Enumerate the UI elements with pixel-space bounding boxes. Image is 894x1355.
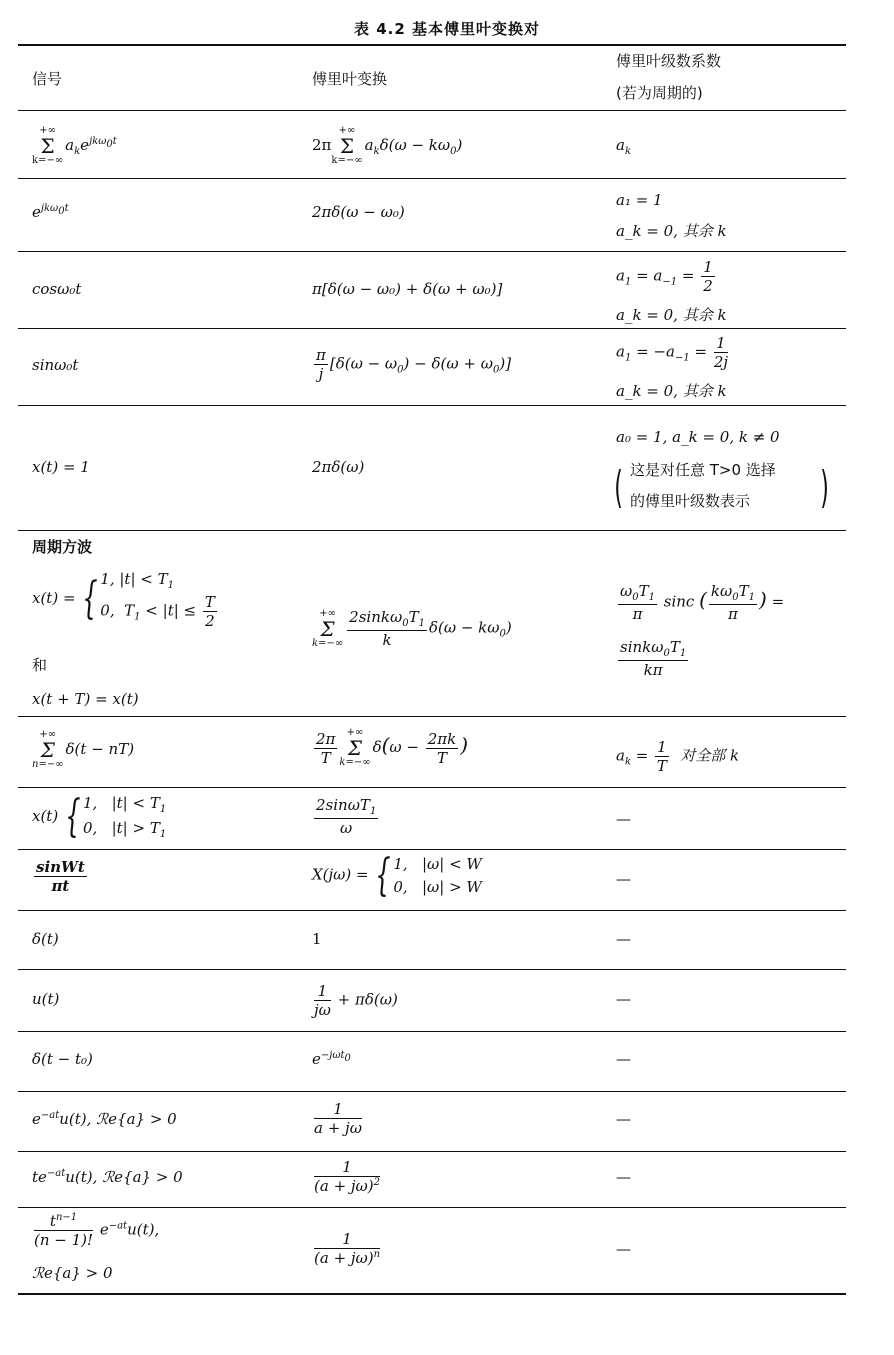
rule bbox=[18, 1151, 846, 1152]
paren-right: ) bbox=[820, 462, 829, 513]
rule bbox=[18, 969, 846, 970]
rule bbox=[18, 1091, 846, 1092]
row-signal: $e^{jk\omega_0t}$ bbox=[32, 203, 69, 221]
header-signal: 信号 bbox=[32, 70, 63, 88]
rule bbox=[18, 530, 846, 531]
row-series: a_k = 0, 其余 k bbox=[616, 382, 727, 400]
row-series: — bbox=[616, 810, 631, 828]
rule bbox=[18, 716, 846, 717]
row-signal: $te^{-at}u(t)$, ℛe{a} > 0 bbox=[32, 1168, 183, 1186]
row-series: $a_k$ bbox=[616, 136, 632, 157]
rule bbox=[18, 910, 846, 911]
row-signal-and: 和 bbox=[32, 656, 48, 674]
row-signal: u(t) bbox=[32, 990, 60, 1008]
row-series-note: 这是对任意 T>0 选择 bbox=[630, 461, 776, 479]
row-series: $a_k$ = $\frac{1}{T}$ 对全部 k bbox=[616, 738, 740, 775]
row-transform: 2πδ(ω − ω₀) bbox=[312, 203, 405, 221]
paren-left: ( bbox=[614, 462, 623, 513]
row-series: — bbox=[616, 1168, 631, 1186]
table-title: 表 4.2 基本傅里叶变换对 bbox=[353, 20, 541, 38]
row-transform: $\frac{2\pi}{T}$ +∞ Σ k=−∞δ(ω − $\frac{2\pi k}{T}$ ) bbox=[316, 727, 469, 768]
row-series: a_k = 0, 其余 k bbox=[616, 306, 727, 324]
header-transform: 傅里叶变换 bbox=[312, 70, 388, 88]
row-signal: cosω₀t bbox=[32, 280, 82, 298]
row-transform: $\frac{1}{(a + j\omega)^2}$ bbox=[314, 1158, 381, 1195]
row-signal: $\frac{\text{sinWt}}{\pi t}$ bbox=[36, 858, 85, 895]
row-signal: δ(t − t₀) bbox=[32, 1050, 93, 1068]
row-series: $\frac{\sin k\omega_0T_1}{k\pi}$ bbox=[620, 638, 687, 679]
row-signal: x(t) = 1 bbox=[32, 458, 90, 476]
rule bbox=[18, 849, 846, 850]
row-series-note: 的傅里叶级数表示 bbox=[630, 492, 751, 510]
row-transform: $\frac{1}{a + j\omega}$ bbox=[314, 1100, 362, 1137]
row-series: $a_1 = -a_{-1}$ = $\frac{1}{2j}$ bbox=[616, 334, 729, 371]
row-signal: +∞ Σ n=−∞δ(t − nT) bbox=[32, 729, 135, 770]
row-series: a₀ = 1, a_k = 0, k ≠ 0 bbox=[616, 428, 780, 446]
row-transform: X(jω) = { 1, |ω| < W 0, |ω| > W bbox=[312, 849, 482, 901]
row-transform: $\frac{\pi}{j}$ $[\delta(\omega - \omega_0) - \delta(\omega + \omega_0)]$ bbox=[316, 346, 512, 383]
row-signal: $e^{-at}u(t)$, ℛe{a} > 0 bbox=[32, 1110, 177, 1128]
row-signal: +∞ Σ $k=-\infty a_ke^{jk\omega_0t}$ bbox=[32, 125, 117, 166]
row-signal: x(t) = { 1, $|t| < T_1$ 0, $T_1 < |t|$ ≤ $\frac{T}{2}$ bbox=[32, 570, 215, 630]
row-signal: x(t) { 1, $|t| < T_1$ 0, $|t| > T_1$ bbox=[32, 791, 167, 842]
row-signal: δ(t) bbox=[32, 930, 59, 948]
row-transform: $e^{-j\omega t_0}$ bbox=[312, 1050, 351, 1068]
row-transform: +∞ Σ k=−∞ $\frac{2\sin k\omega_0T_1}{k}$ $\delta(\omega - k\omega_0)$ bbox=[312, 607, 512, 649]
rule bbox=[18, 1207, 846, 1208]
rule bbox=[18, 251, 846, 252]
row-series: a₁ = 1 bbox=[616, 191, 663, 209]
row-series: $a_1 = a_{-1}$ = $\frac{1}{2}$ bbox=[616, 258, 713, 295]
row-signal-label: 周期方波 bbox=[32, 538, 93, 556]
row-transform: 2πδ(ω) bbox=[312, 458, 365, 476]
row-series: a_k = 0, 其余 k bbox=[616, 222, 727, 240]
row-transform: 2π+∞ Σ $k=-\infty a_k\delta(\omega - k\omega_0)$ bbox=[312, 125, 463, 166]
row-signal: sinω₀t bbox=[32, 356, 79, 374]
row-signal: ℛe{a} > 0 bbox=[32, 1264, 113, 1282]
row-transform: π[δ(ω − ω₀) + δ(ω + ω₀)] bbox=[312, 280, 503, 298]
row-series: — bbox=[616, 1240, 631, 1258]
rule bbox=[18, 405, 846, 406]
header-series-note: (若为周期的) bbox=[616, 84, 703, 102]
row-series: — bbox=[616, 1050, 631, 1068]
row-series: — bbox=[616, 870, 631, 888]
rule bbox=[18, 1031, 846, 1032]
header-series: 傅里叶级数系数 bbox=[616, 52, 722, 70]
row-transform: $\frac{1}{j\omega}$ + πδ(ω) bbox=[314, 982, 398, 1019]
row-series: — bbox=[616, 990, 631, 1008]
rule-top bbox=[18, 44, 846, 46]
row-series: $\frac{\omega_0T_1}{\pi}$ sinc ( $\frac{k\omega_0T_1}{\pi}$ ) = bbox=[620, 582, 785, 623]
row-signal: $\frac{t^{n-1}}{(n - 1)!}$ $e^{-at}u(t)$, bbox=[34, 1212, 160, 1249]
rule bbox=[18, 110, 846, 111]
rule bbox=[18, 787, 846, 788]
row-signal: x(t + T) = x(t) bbox=[32, 690, 139, 708]
rule-bottom bbox=[18, 1293, 846, 1295]
row-series: — bbox=[616, 930, 631, 948]
row-series: — bbox=[616, 1110, 631, 1128]
rule bbox=[18, 178, 846, 179]
rule bbox=[18, 328, 846, 329]
row-transform: $\frac{2\sin\omega T_1}{\omega}$ bbox=[316, 796, 377, 837]
row-transform: 1 bbox=[312, 930, 322, 948]
row-transform: $\frac{1}{(a + j\omega)^n}$ bbox=[314, 1230, 381, 1267]
